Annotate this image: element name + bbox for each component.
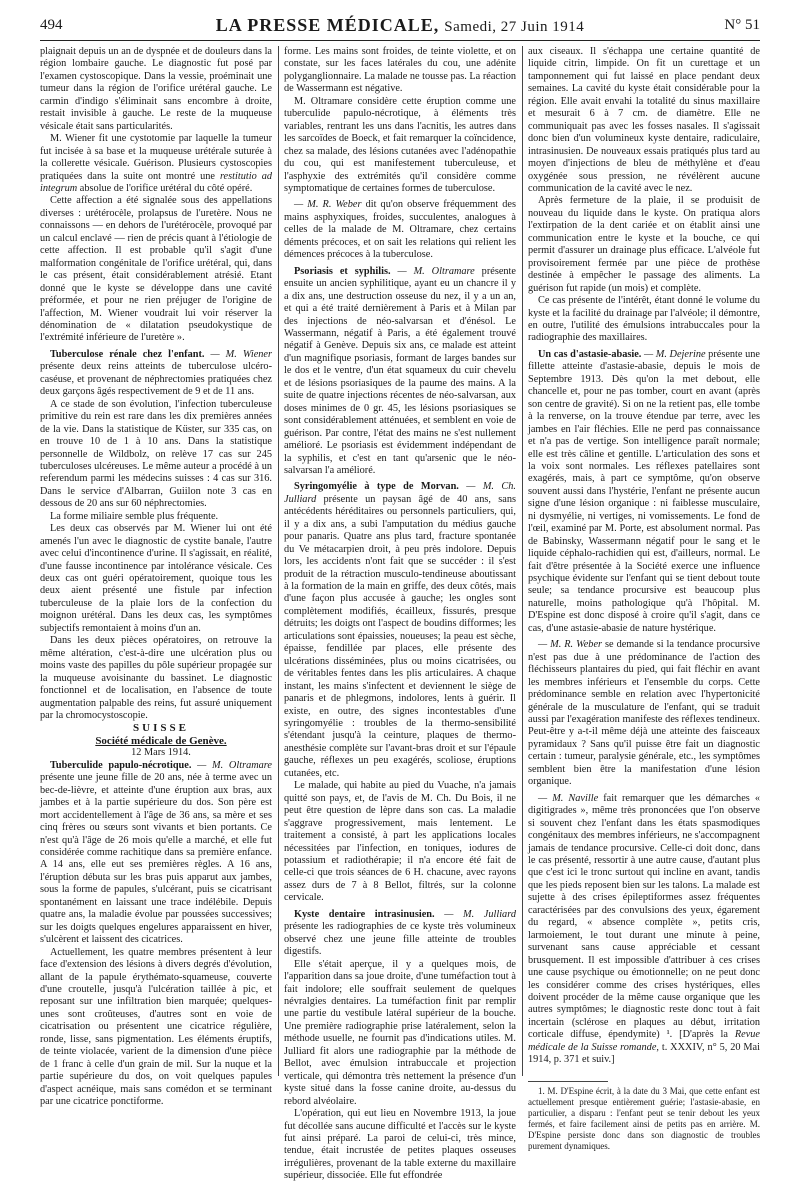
section-heading: SUISSE [133, 722, 189, 735]
case-title: Un cas d'astasie-abasie. [538, 348, 642, 360]
paragraph: Elle s'était aperçue, il y a quelques mois, de l'apparition dans sa joue droite, d'une tuméfaction tout à fait indolore; elle souffrait seulement de quelques névralgies dentaires. La tuméfaction finit par remplir une partie du vestibule latéral supérieur de la bouche. Une première radiographie prise latéralement, selon la méthode usuelle, ne fournit pas d'indications utiles. M. Julliard fit alors une radiographie par la méthode de Bellot, avec émulsion intrabuccale et projection verticale, qui démontra très nettement la présence d'un kyste situé dans la fosse canine droite, au-dessus du rebord alvéolaire. [284, 958, 516, 1107]
paragraph: Actuellement, les quatre membres présentent à leur face d'extension des lésions à divers degrés d'évolution, allant de la papule érythémato-squameuse, couverte d'une croutelle, jusqu'à l'ulcération taillée à pic, et reposant sur une infiltration bien marquée; quelques-unes sont croûteuses, d'autres sont en voie de cicatrisation ou présentent une cicatrice régulière, ronde, lisse, sans pigmentation. Les éléments éruptifs, de teinte violacée, varient de la dimension d'une pièce de 1 franc à celle d'un grain de mil. Sur la nuque et la partie supérieure du dos, on voit quelques papules d'aspect acnéique, mais sans comédon et se terminant par une cicatrice ponctiforme. [40, 946, 272, 1108]
case-paragraph: Tuberculose rénale chez l'enfant. — M. Wiener présente deux reins atteints de tuberculose ulcéro-caséuse, et provenant de néphrectomies pratiquées chez deux garçons âgés respectivement de 9 et de 11 ans. [40, 348, 272, 398]
paragraph: Après fermeture de la plaie, il se produisit de nouveau du liquide dans le kyste. On pratiqua alors l'extirpation de la dent cariée et on établit ainsi une communication entre le kyste et la bouche, ce qui permit d'assurer un drainage plus efficace. L'alvéole fut provisoirement fermée par une pièce de prothèse destinée à empêcher le passage des aliments. La guérison fut rapide (un mois) et complète. [528, 195, 760, 294]
paragraph: Ce cas présente de l'intérêt, étant donné le volume du kyste et la facilité du drainage par l'alvéole; il démontre, en outre, l'utilité des émulsions intrabuccales pour la radiographie des maxillaires. [528, 295, 760, 344]
case-title: Psoriasis et syphilis. [294, 265, 391, 277]
article-columns [40, 46, 760, 1182]
case-paragraph: Un cas d'astasie-abasie. — M. Dejerine présente une fillette atteinte d'astasie-abasie, depuis le mois de Septembre 1913. Dès qu'on la met debout, elle chancelle et, pour ne pas tomber, court en avant (après son centre de gravité). Si on ne la retient pas, elle tombe à la renverse, on la trouve étendue par terre, avec les jambes en l'air fléchies. Elle ne perd pas connaissance et n'a pas de vertige. Son intelligence paraît normale; elle est très câline et gentille. L'articulation des sons et la voix sont normales. Les réflexes patellaires sont exagérés, mais, à part ce symptôme, qu'on observe souvent aussi dans l'hystérie, l'enfant ne présente aucun signe d'une lésion organique : ni faiblesse musculaire, ni dysmyélie, ni vertiges, ni vomissements. Le fond de l'œil, examiné par M. Porte, est absolument normal. Pas de Babinsky, Wassermann négatif pour le sang et le liquide céphalo-rachidien qui est, d'ailleurs, normal. Le fait d'être présentée à la Société exerce une influence psychique évidente sur l'enfant qui se tient debout toute seule; sa tendance procursive est beaucoup plus naturelle, moins pathologique qu'à l'hôpital. M. D'Espine est donc disposé à croire qu'il s'agit, dans ce cas, d'une astasie-abasie de nature hystérique. [528, 348, 760, 634]
case-title: Tuberculide papulo-nécrotique. [50, 759, 192, 771]
paragraph: M. Wiener fit une cystotomie par laquelle la tumeur fut incisée à sa base et la muqueuse urétérale suturée à la collerette vésicale. Guérison. Plusieurs cystoscopies pratiquées dans la suite ont montré une restitutio ad integrum absolue de l'orifice urétéral du côté opéré. [40, 133, 272, 194]
issue-date: Samedi, 27 Juin 1914 [444, 19, 585, 35]
column-1 [40, 46, 273, 1108]
header-rule [40, 40, 760, 41]
paragraph: — M. R. Weber se demande si la tendance procursive n'est pas due à une prédominance de l'action des fléchisseurs plantaires du pied, qui fait fléchir en avant les membres inférieurs et l'ensemble du corps. Cette prédominance semble en relation avec l'hypertonicité générale de la musculature de l'enfant, qui se traduit aussi par l'exagération manifeste des réflexes tendineux. Peut-être y a-t-il même déjà une atteinte des faisceaux pyramidaux ? Sans qu'il puisse être fait un diagnostic certain : tumeur, paralysie générale, etc., les symptômes semblent bien être la manifestation d'une lésion organique. [528, 639, 760, 788]
footnote: 1. M. D'Espine écrit, à la date du 3 Mai, que cette enfant est actuellement presque entièrement guérie; l'astasie-abasie, en particulier, a disparu : l'enfant peut se tenir debout les yeux fermés, et faire facilement ainsi de petits pas en arrière. M. D'Espine persiste donc dans son diagnostic de troubles purement dynamiques. [528, 1085, 760, 1151]
paragraph: Dans les deux pièces opératoires, on retrouve la même altération, c'est-à-dire une ulcération plus ou moins vaste des papilles du pôle supérieur propagée sur la muqueuse avoisinante du bassinet. Le diagnostic fonctionnel et de localisation, en l'absence de toute augmentation palpable des reins, fut assuré uniquement par la chromocystoscopie. [40, 635, 272, 722]
footnote-rule [528, 1081, 608, 1082]
paragraph: A ce stade de son évolution, l'infection tuberculeuse primitive du rein est rare dans les dix premières années de la vie. Dans la statistique de Küster, sur 335 cas, on en trouve 10 de 1 à 10 ans. Dans la statistique personnelle de Wildbolz, on relève 17 cas sur 245 tuberculoses ulcéreuses. Le même auteur a procédé à un referendum parmi les médecins suisses : 4 cas sur 316. Dans le service d'Albarran, Guiilon note 3 cas en dessous de 20 ans sur 60 néphrectomies. [40, 398, 272, 510]
paragraph: La forme miliaire semble plus fréquente. [50, 510, 219, 522]
case-paragraph: Tuberculide papulo-nécrotique. — M. Oltramare présente une jeune fille de 20 ans, née à terme avec un bec-de-lièvre, et atteinte d'une éruption aux bras, aux jambes et à la partie supérieure du dos. Son père est mort accidentellement à l'âge de 36 ans, sa mère et ses cinq frères ou sœurs sont vivants et bien portants. Ce n'est qu'à l'âge de 26 mois qu'elle a marché, et elle fut considérée comme rachitique dans sa première enfance. A 14 ans, elle eut ses premières règles. A 16 ans, l'éruption débuta sur les bras puis apparut aux jambes, sous la forme de papules, s'ulcérant, puis se cicatrisant spontanément en laissant une trace indélébile. Depuis quatre ans, la maladie évolue par poussées successives; sur les doigts quelques engelures apparaissent en hiver, s'ulcèrent et laissent des cicatrices. [40, 759, 273, 946]
column-divider [522, 46, 523, 1076]
case-title: Kyste dentaire intrasinusien. [294, 908, 435, 920]
journal-title-line [40, 15, 760, 36]
column-2 [284, 46, 516, 1182]
journal-title: LA PRESSE MÉDICALE, [215, 15, 440, 35]
case-paragraph: Psoriasis et syphilis. — M. Oltramare présente ensuite un ancien syphilitique, ayant eu un chancre il y a dix ans, une destruction osseuse du nez, il y a un an, et qui a été traité dernièrement à Paris et à Milan par des injections de néo-salvarsan et d'énésol. Le Wassermann, négatif à Paris, a été également trouvé négatif à Genève. Depuis six ans, ce malade est atteint d'un magnifique psoriasis, formant de larges bandes sur le dos et le ventre, d'un état squameux du cuir chevelu et de lésions psoriasiques de la paume des mains. A la suite de quatre injections récentes de néo-salvarsan, aux doses minimes de 0 gr. 45, les lésions psoriasiques se sont considérablement atténuées, et semblent en voie de guérison. Par contre, l'état des mains ne s'est nullement amélioré. Le psoriasis est évidemment indépendant de la syphilis, et c'est en tant qu'arsenic que le néo-salvarsan l'a amélioré. [284, 265, 516, 476]
session-date: 12 Mars 1914. [131, 747, 191, 759]
paragraph: Le malade, qui habite au pied du Vuache, n'a jamais quitté son pays, et, de l'avis de M. Ch. Du Bois, il ne peut être question de lèpre dans son cas. La maladie s'aggrave progressivement, mais lentement. Le traitement a consisté, à part les applications locales nécessitées par l'infection, en toniques, iodures de potassium et radiothérapie; il n'a encore été fait de celle-ci que trois séances de 6 H. chacune, avec rayons assez durs de 7 à 8 Bellot, filtrés, sur la colonne cervicale. [284, 780, 516, 904]
paragraph: Les deux cas observés par M. Wiener lui ont été amenés l'un avec le diagnostic de cystite banale, l'autre avec celui d'incontinence d'urine. Il s'agissait, en réalité, d'une fausse incontinence par intolérance vésicale. Ces deux cas ont guéri opératoirement, quoique tous les deux aient présenté une fistule par infection tuberculeuse de la plaie lors de la confection du moignon urétéral. Dans les deux cas, les symptômes subjectifs remontaient à moins d'un an. [40, 523, 272, 634]
paragraph: — M. R. Weber dit qu'on observe fréquemment des mains asphyxiques, froides, succulentes, analogues à celles de la malade de M. Oltramare, chez certains déments précoces, et on sait les relations qui relient les démences précoces à la tuberculose. [284, 199, 516, 261]
case-title: Syringomyélie à type de Morvan. [294, 481, 459, 493]
column-3 [528, 46, 760, 1151]
paragraph: — M. Naville fait remarquer que les démarches « digitigrades », même très prononcées que l'on observe si souvent chez l'enfant dans les états spasmodiques congénitaux des membres inférieurs, ne s'accompagnent jamais de tendance procursive. Celle-ci doit donc, dans le cas présenté, ressortir à une autre cause, d'autant plus que c'est ici le tronc surtout qui incline en avant, tandis que les pieds reposent bien sur les talons. La malade est sujette à des crises épileptiformes assez fréquentes caractérisées par des convulsions des yeux, égarement du regard, « absence complète », petits cris, larmoiement, le tout durant une minute à peine, survenant sans cause appréciable et cessant brusquement. Il est impossible d'attribuer à ces crises une cause psychique ou émotionnelle; on ne peut donc les considérer comme des crises hystériques, elles doivent procéder de la même cause organique que les autres symptômes; le diagnostic reste donc tout à fait incertain (sclérose en plaques au début, irritation corticale diffuse, épendymite) ¹. [D'après la Revue médicale de la Suisse romande, t. XXXIV, n° 5, 20 Mai 1914, p. 371 et suiv.] [528, 792, 760, 1066]
society-heading: Société médicale de Genève. [95, 734, 227, 747]
paragraph: L'opération, qui eut lieu en Novembre 1913, la joue fut décollée sans aucune difficulté et l'accès sur le kyste fut ainsi préparé. La paroi de celui-ci, très mince, tendue, était incrustée de petites plaques osseuses irrégulières, provenant de la table externe du maxillaire supérieur, dissociée. Elle fut effondrée [284, 1108, 516, 1182]
paragraph: M. Oltramare considère cette éruption comme une tuberculide papulo-nécrotique, à éléments très variables, rentrant les uns dans l'acnitis, les autres dans les sarcoïdes de Boeck, et fait remarquer la coïncidence, chez sa malade, des lésions cutanées avec l'adénopathie du cou, qui est manifestement tuberculeuse, et l'asphyxie des extrémités qu'il considère comme symptomatique de certaines formes de tuberculose. [284, 95, 516, 194]
paragraph: Cette affection a été signalée sous des appellations diverses : urétérocèle, prolapsus de l'uretère. Nous ne connaissons — en dehors de l'urétérocèle, provoqué par un calcul enclavé — rien de précis quant à l'étiologie de cette affection. Il est probable qu'il s'agit d'une malformation congénitale de l'orifice urétéral, qui, dans le cas présent, était considérablement atrésié. Etant donné que le kyste se développe dans une cavité préformée, et pour ne rien préjuger de l'origine de l'affection, M. Wiener voudrait lui voir réserver la dénomination de « dilatation pseudokystique de l'extrémité inférieure de l'uretère ». [40, 195, 272, 344]
column-divider [278, 46, 279, 1076]
paragraph: aux ciseaux. Il s'échappa une certaine quantité de liquide citrin, limpide. On fit un curettage et un tamponnement qui fut laissé en place pendant deux semaines. La cavité du kyste était considérable pour la région. Elle avait envahi la totalité du sinus maxillaire et mesurait 6 à 7 cm. de diamètre. Elle ne communiquait pas avec les fosses nasales. Il s'agissait donc bien d'un volumineux kyste dentaire, radiculaire, intrasinusien. De nouveaux essais pratiqués plus tard au moyen d'injections de bleu de méthylène et d'eau oxygénée sous pression, ne révélèrent aucune communication de la cavité avec le nez. [528, 46, 760, 194]
page-number: 494 [40, 17, 63, 33]
case-paragraph: Kyste dentaire intrasinusien. — M. Julliard présente les radiographies de ce kyste très volumineux observé chez une jeune fille atteinte de troubles digestifs. [284, 908, 516, 958]
case-paragraph: Syringomyélie à type de Morvan. — M. Ch. Julliard présente un paysan âgé de 40 ans, sans antécédents héréditaires ou personnels particuliers, qui, il y a dix ans, a subi l'amputation du médius gauche pour panaris. Quatre ans plus tard, fracture spontanée du Ve métacarpien droit, à peu près indolore. Depuis lors, les accidents n'ont fait que se succéder : il s'est produit de la rétraction musculo-tendineuse aboutissant à la formation de la main en griffe, des deux côtés, mais d'une façon plus accusée à gauche; les ongles sont complètement modifiés, écailleux, fissurés, presque détruits; les doigts ont l'aspect de boudins difformes; les articulations sont épaissies, noueuses; la peau est sèche, épaisse, fendillée par places, elle présente des ulcérations disséminées, plus ou moins cicatrisées, ou de véritables fentes dans les plis articulaires. A chaque instant, les mains s'infectent et deviennent le siège de panaris et de phlegmons, indolores, lents à guérir. Il existe, en outre, des signes incontestables d'une syringomyélie : troubles de la thermo-sensibilité s'étendant jusqu'à la ceinture, plaques de thermo-anesthésie complète sur l'avant-bras droit et sur l'épaule gauche, réflexes un peu exagérés, scoliose, éruptions cutanées, etc. [284, 481, 516, 779]
case-title: Tuberculose rénale chez l'enfant. [50, 348, 205, 360]
paragraph: plaignait depuis un an de dyspnée et de douleurs dans la région lombaire gauche. Le diagnostic fut posé par l'examen cystoscopique. Dans la vessie, proéminait une tumeur dans la région de l'orifice urétéral gauche. Le carmin d'indigo s'éliminait sans encombre à droite, restait invisible à gauche. Le reste de la muqueuse vésicale était sans particularités. [40, 46, 272, 132]
issue-number: N° 51 [724, 17, 760, 33]
paragraph: forme. Les mains sont froides, de teinte violette, et on constate, sur les faces latérales du cou, une adénite polyganglionnaire. La malade ne tousse pas. La réaction de Wassermann est négative. [284, 46, 516, 95]
page-header [40, 14, 760, 38]
